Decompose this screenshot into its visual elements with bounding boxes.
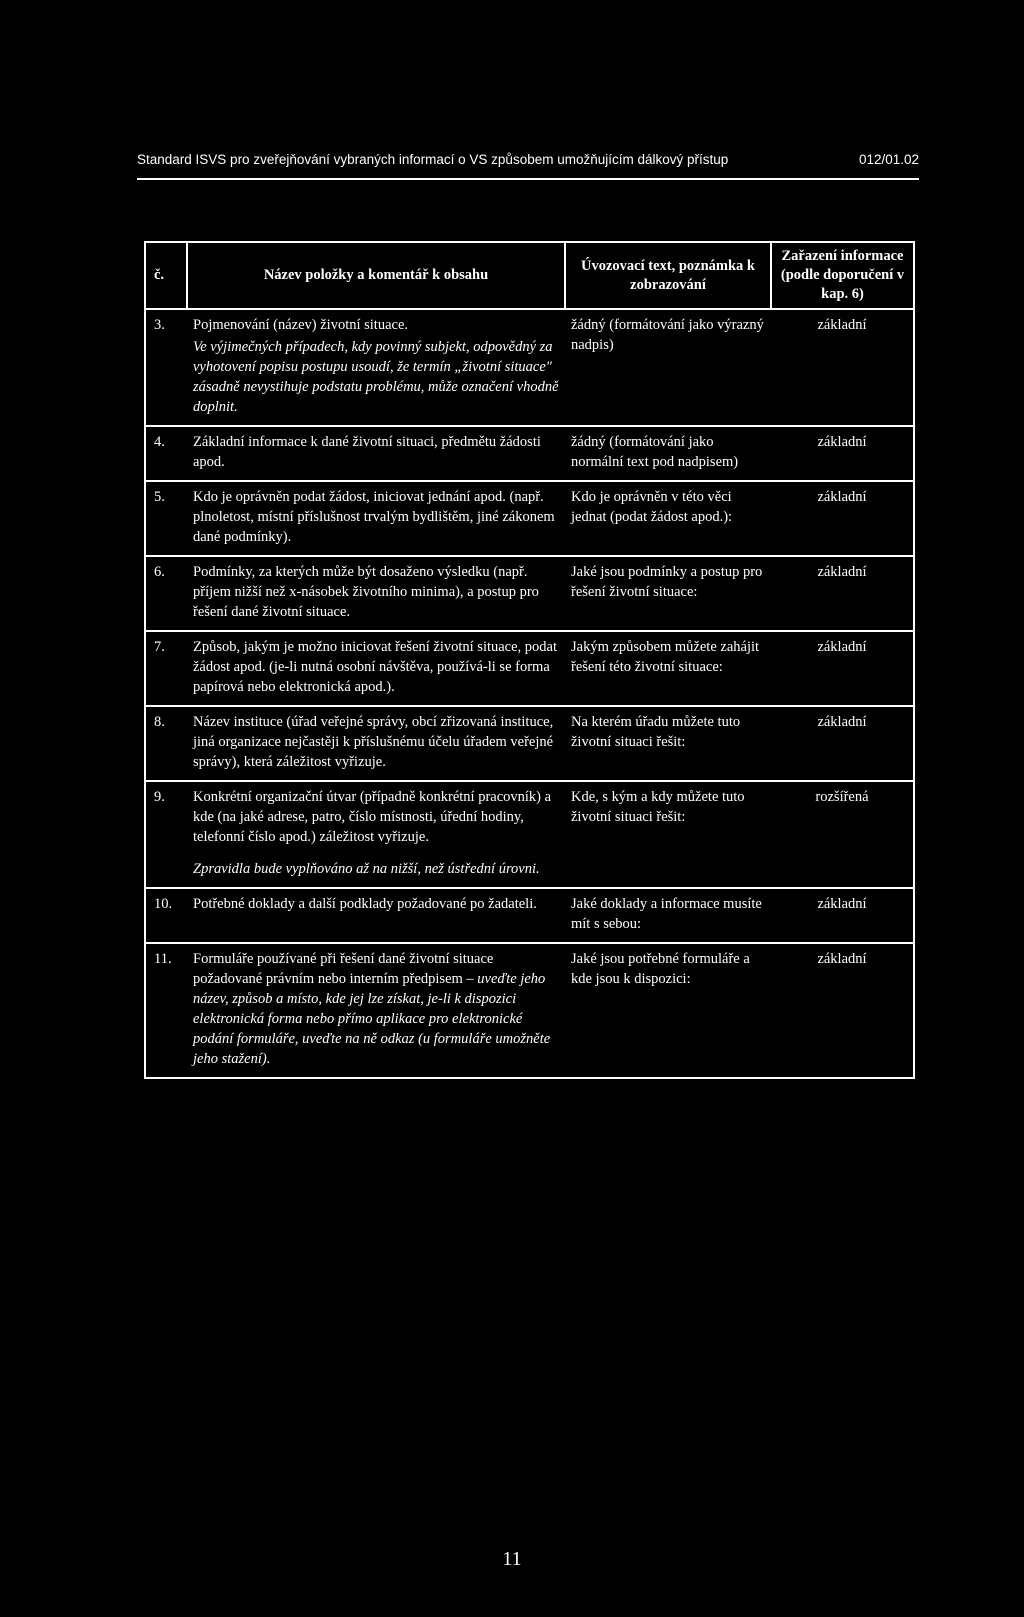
- header-code: 012/01.02: [858, 152, 919, 167]
- row-note: Ve výjimečných případech, kdy povinný subjekt, odpovědný za vyhotovení popisu postupu usoudí, že termín „životní situace" zásadně nevystihuje podstatu problému, může označení vhodně doplnit.: [193, 339, 559, 415]
- row-intro: žádný (formátování jako výrazný nadpis): [565, 309, 771, 426]
- table-row: [145, 309, 914, 426]
- row-category: základní: [771, 888, 914, 943]
- row-name: [187, 943, 565, 1078]
- row-intro: Na kterém úřadu můžete tuto životní situaci řešit:: [565, 706, 771, 781]
- row-num: 8.: [145, 706, 187, 781]
- row-name: Potřebné doklady a další podklady požadované po žadateli.: [187, 888, 565, 943]
- row-name-text: Formuláře používané při řešení dané životní situace požadované právním nebo interním předpisem –: [193, 951, 494, 987]
- table-header-row: [145, 242, 914, 309]
- row-name: Základní informace k dané životní situaci, předmětu žádosti apod.: [187, 426, 565, 481]
- row-name: Podmínky, za kterých může být dosaženo výsledku (např. příjem nižší než x-násobek životního minima), a postup pro řešení dané životní situace.: [187, 556, 565, 631]
- items-table: [144, 241, 915, 1079]
- row-name-text: Pojmenování (název) životní situace.: [193, 317, 409, 333]
- header-intro: Úvozovací text, poznámka k zobrazování: [565, 242, 771, 309]
- row-note: Zpravidla bude vyplňováno až na nižší, než ústřední úrovni.: [193, 861, 540, 877]
- row-name: [187, 309, 565, 426]
- row-category: základní: [771, 556, 914, 631]
- row-num: 5.: [145, 481, 187, 556]
- header-name: Název položky a komentář k obsahu: [187, 242, 565, 309]
- row-name: Způsob, jakým je možno iniciovat řešení životní situace, podat žádost apod. (je-li nutná osobní návštěva, používá-li se forma papírová nebo elektronická apod.).: [187, 631, 565, 706]
- table-row: [145, 706, 914, 781]
- table-row: [145, 556, 914, 631]
- page-number: 11: [502, 1548, 522, 1570]
- row-category: rozšířená: [771, 781, 914, 888]
- row-num: 6.: [145, 556, 187, 631]
- row-num: 7.: [145, 631, 187, 706]
- row-num: 3.: [145, 309, 187, 426]
- row-num: 11.: [145, 943, 187, 1078]
- table-row: [145, 943, 914, 1078]
- row-name: Název instituce (úřad veřejné správy, obcí zřizovaná instituce, jiná organizace nejčastěji k příslušnému účelu úřadem veřejné správy), která záležitost vyřizuje.: [187, 706, 565, 781]
- row-category: základní: [771, 481, 914, 556]
- row-intro: Kde, s kým a kdy můžete tuto životní situaci řešit:: [565, 781, 771, 888]
- row-name-text: Konkrétní organizační útvar (případně konkrétní pracovník) a kde (na jaké adrese, patro, číslo místnosti, úřední hodiny, telefonní číslo apod.) záležitost vyřizuje.: [193, 789, 552, 845]
- row-category: základní: [771, 943, 914, 1078]
- row-name: Kdo je oprávněn podat žádost, iniciovat jednání apod. (např. plnoletost, místní příslušnost trvalým bydlištěm, jiné zákonem dané podmínky).: [187, 481, 565, 556]
- table-row: [145, 631, 914, 706]
- row-intro: Jaké doklady a informace musíte mít s sebou:: [565, 888, 771, 943]
- row-num: 9.: [145, 781, 187, 888]
- table-row: [145, 481, 914, 556]
- page-header: [137, 152, 919, 167]
- table-row: [145, 888, 914, 943]
- header-title: Standard ISVS pro zveřejňování vybraných informací o VS způsobem umožňujícím dálkový přístup: [137, 152, 729, 167]
- table-row: [145, 781, 914, 888]
- row-intro: Jaké jsou potřebné formuláře a kde jsou k dispozici:: [565, 943, 771, 1078]
- row-num: 10.: [145, 888, 187, 943]
- row-note: uveďte jeho název, způsob a místo, kde jej lze získat, je-li k dispozici elektronická forma nebo přímo aplikace pro elektronické podání formuláře, uveďte na ně odkaz (u formuláře umožněte jeho stažení).: [193, 971, 551, 1067]
- row-name: [187, 781, 565, 888]
- row-intro: Jakým způsobem můžete zahájit řešení této životní situace:: [565, 631, 771, 706]
- row-intro: Kdo je oprávněn v této věci jednat (podat žádost apod.):: [565, 481, 771, 556]
- table-row: [145, 426, 914, 481]
- header-rule: [137, 178, 919, 180]
- row-intro: žádný (formátování jako normální text pod nadpisem): [565, 426, 771, 481]
- row-intro: Jaké jsou podmínky a postup pro řešení životní situace:: [565, 556, 771, 631]
- row-category: základní: [771, 631, 914, 706]
- row-num: 4.: [145, 426, 187, 481]
- header-num: č.: [145, 242, 187, 309]
- row-category: základní: [771, 426, 914, 481]
- header-category: Zařazení informace (podle doporučení v kap. 6): [771, 242, 914, 309]
- row-category: základní: [771, 309, 914, 426]
- row-category: základní: [771, 706, 914, 781]
